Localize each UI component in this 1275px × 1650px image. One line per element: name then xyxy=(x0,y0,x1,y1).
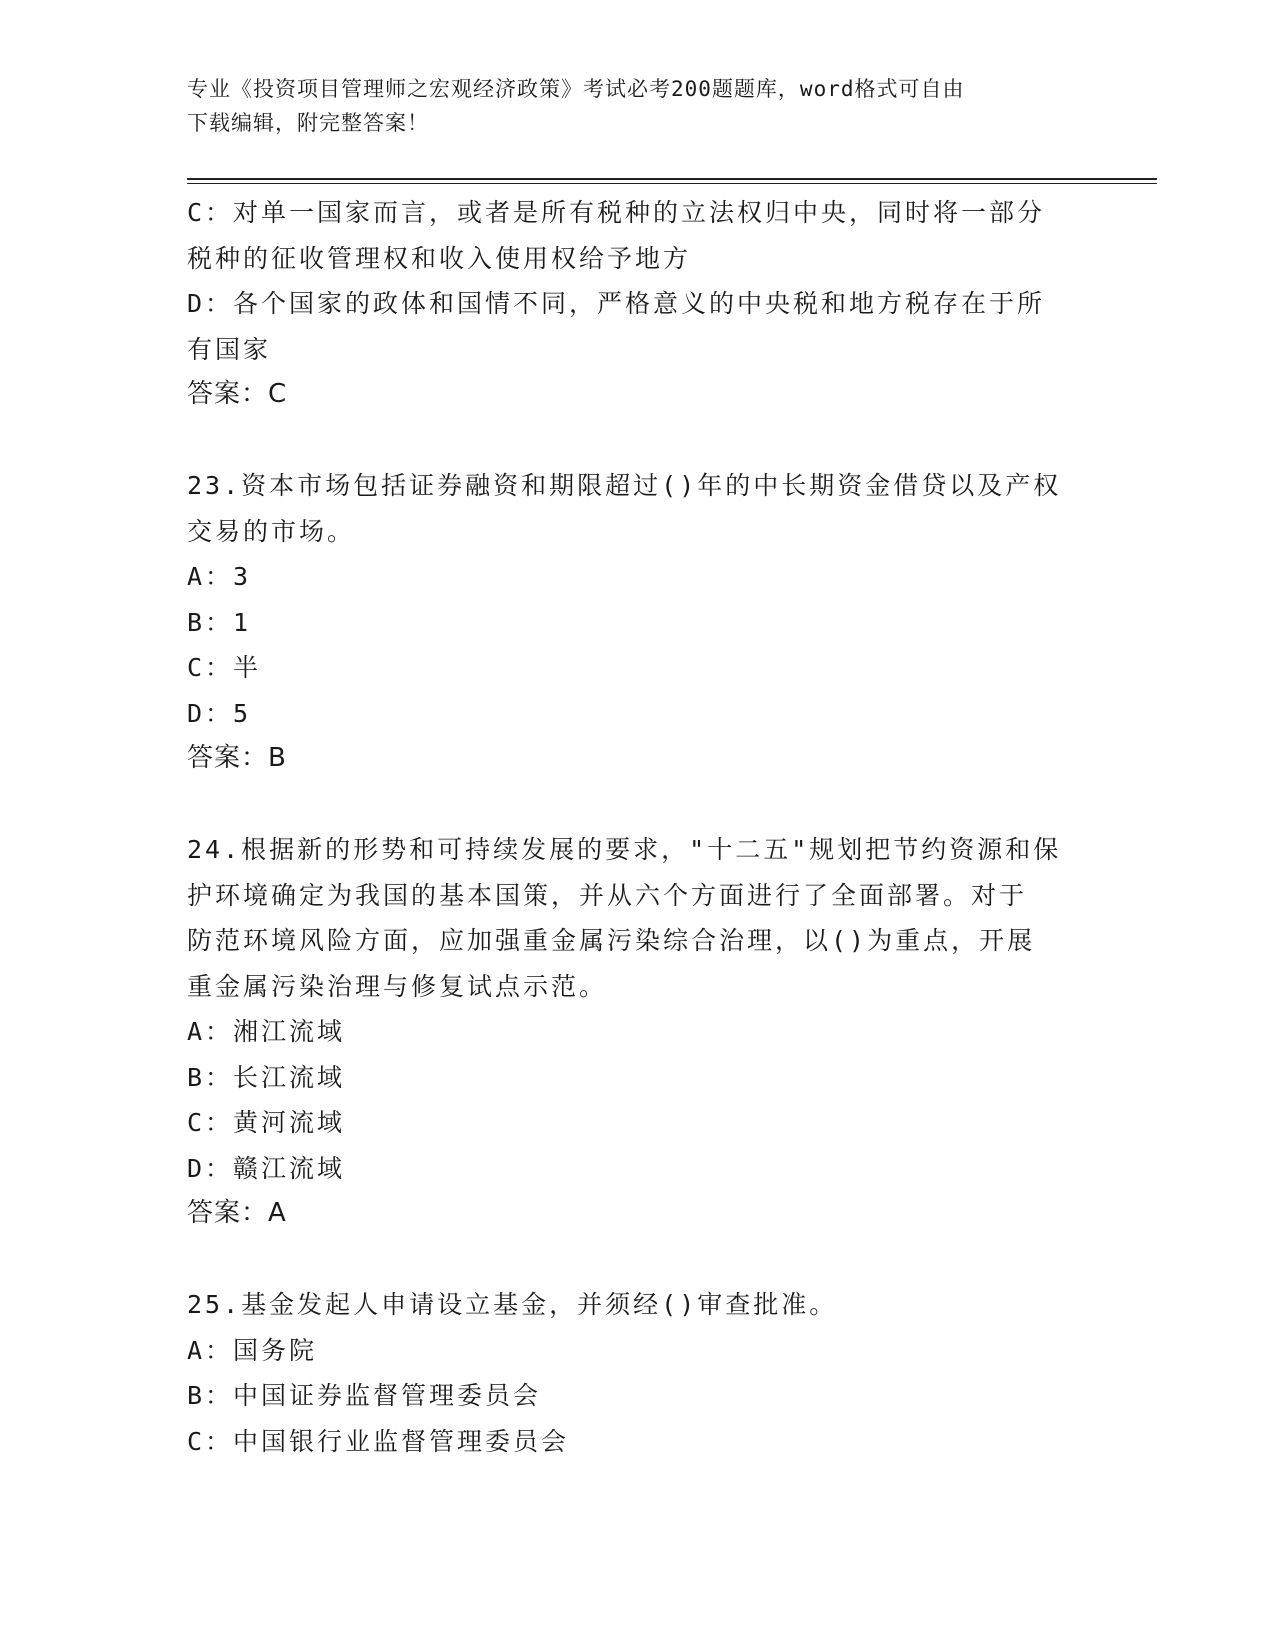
q25-stem-line-1: 25.基金发起人申请设立基金，并须经()审查批准。 xyxy=(187,1290,838,1319)
q22-option-d-line-2: 有国家 xyxy=(187,334,272,364)
q22-option-d-line-1: D：各个国家的政体和国情不同，严格意义的中央税和地方税存在于所 xyxy=(187,289,1046,318)
question-24 xyxy=(187,827,1087,1237)
q22-option-c-line-2: 税种的征收管理权和收入使用权给予地方 xyxy=(187,243,692,273)
spacer xyxy=(187,418,1087,464)
q24-stem-line-3: 防范环境风险方面，应加强重金属污染综合治理，以()为重点，开展 xyxy=(187,926,1036,955)
q23-option-d: D：5 xyxy=(187,698,252,728)
q24-option-b: B：长江流域 xyxy=(187,1062,346,1092)
q23-stem-line-1: 23.资本市场包括证券融资和期限超过()年的中长期资金借贷以及产权 xyxy=(187,471,1062,500)
q24-option-c: C：黄河流域 xyxy=(187,1108,346,1137)
header-rule-thick xyxy=(187,178,1157,180)
spacer xyxy=(187,782,1087,828)
q23-stem-line-2: 交易的市场。 xyxy=(187,516,356,546)
document-header xyxy=(187,72,1087,140)
q23-answer: 答案：B xyxy=(187,743,287,773)
question-content xyxy=(187,190,1087,1464)
q24-stem-line-2: 护环境确定为我国的基本国策，并从六个方面进行了全面部署。对于 xyxy=(187,880,1028,910)
q24-option-a: A：湘江流域 xyxy=(187,1017,346,1046)
q24-stem-line-4: 重金属污染治理与修复试点示范。 xyxy=(187,971,608,1001)
header-line-2: 下载编辑，附完整答案！ xyxy=(187,111,429,135)
q23-option-a: A：3 xyxy=(187,562,252,591)
question-25 xyxy=(187,1282,1087,1464)
spacer xyxy=(187,1237,1087,1283)
question-23 xyxy=(187,463,1087,782)
q23-option-b: B：1 xyxy=(187,607,252,637)
q24-option-d: D：赣江流域 xyxy=(187,1153,346,1183)
q25-option-c: C：中国银行业监督管理委员会 xyxy=(187,1426,570,1456)
header-rule-thin xyxy=(187,183,1157,184)
q23-option-c: C：半 xyxy=(187,653,262,682)
q22-answer: 答案：C xyxy=(187,379,288,409)
q24-stem-line-1: 24.根据新的形势和可持续发展的要求，"十二五"规划把节约资源和保 xyxy=(187,835,1062,864)
q22-option-c-line-1: C：对单一国家而言，或者是所有税种的立法权归中央，同时将一部分 xyxy=(187,198,1046,227)
q25-option-a: A：国务院 xyxy=(187,1335,318,1365)
header-line-1: 专业《投资项目管理师之宏观经济政策》考试必考200题题库，word格式可自由 xyxy=(187,77,965,101)
question-22 xyxy=(187,190,1087,418)
q25-option-b: B：中国证券监督管理委员会 xyxy=(187,1381,542,1410)
q24-answer: 答案：A xyxy=(187,1198,287,1228)
